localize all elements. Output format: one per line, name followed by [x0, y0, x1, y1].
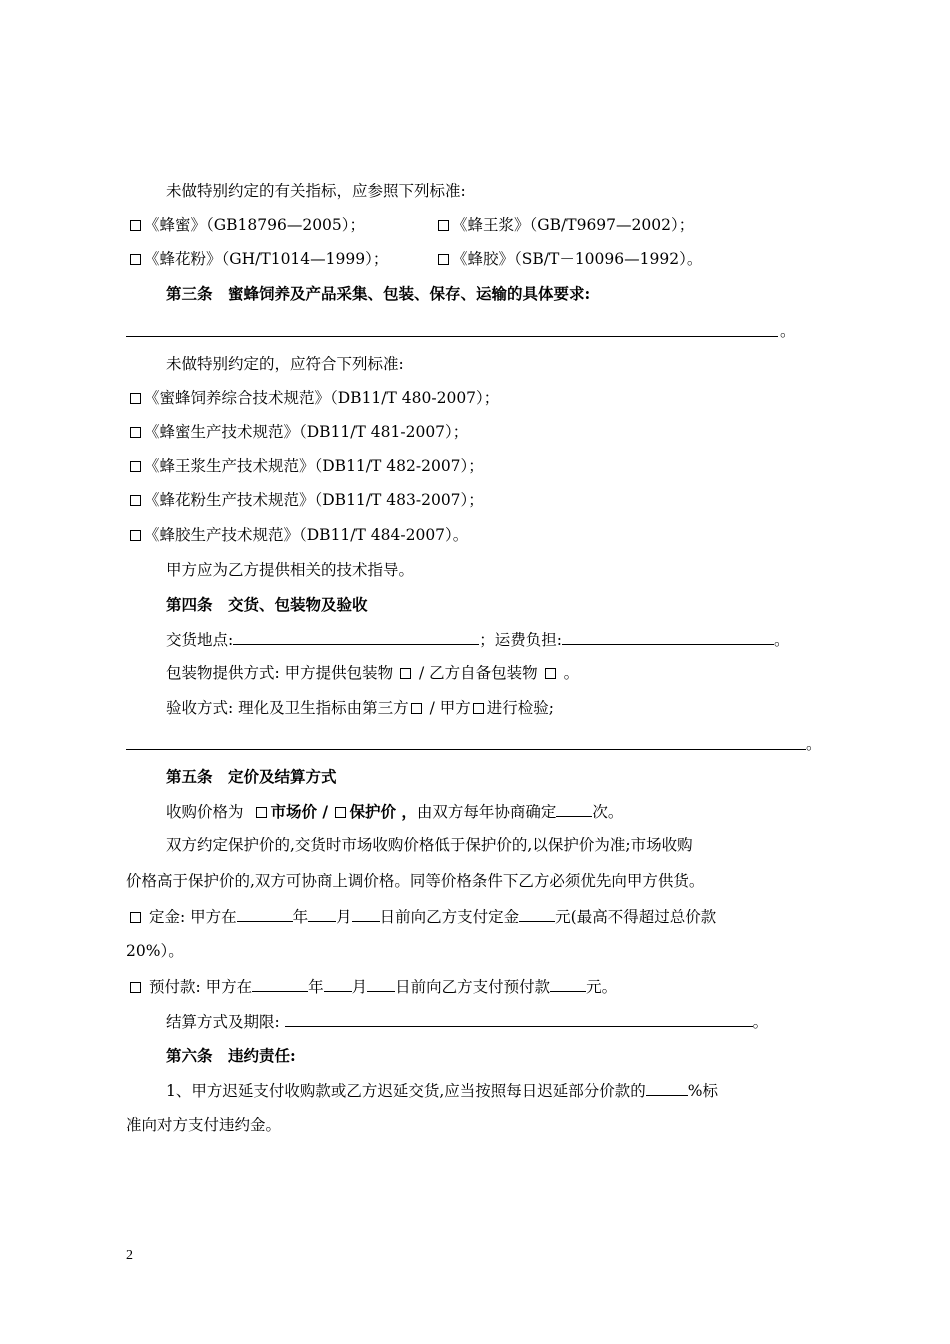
prepay-month-blank[interactable] — [324, 975, 352, 992]
times-blank[interactable] — [556, 800, 592, 817]
checkbox[interactable] — [130, 495, 141, 506]
deposit-year-blank[interactable] — [237, 905, 293, 922]
checkbox[interactable] — [130, 254, 141, 265]
checkbox[interactable] — [130, 220, 141, 231]
settlement-blank[interactable] — [285, 1010, 753, 1027]
article3-end-mark: 。 — [780, 322, 796, 340]
prepay-day-blank[interactable] — [367, 975, 395, 992]
article4-rule-end: 。 — [806, 735, 822, 753]
deposit-month-blank[interactable] — [308, 905, 336, 922]
page-number: 2 — [126, 1248, 133, 1263]
checkbox[interactable] — [256, 807, 267, 818]
checkbox[interactable] — [130, 530, 141, 541]
article5-title: 第五条 定价及结算方式 — [166, 767, 337, 786]
standard-propolis: 《蜂胶》（SB/T－10096—1992）。 — [436, 248, 702, 270]
article3-title: 第三条 蜜蜂饲养及产品采集、包装、保存、运输的具体要求: — [166, 284, 591, 303]
checkbox[interactable] — [130, 461, 141, 472]
checkbox[interactable] — [438, 254, 449, 265]
packaging-line: 包装物提供方式: 甲方提供包装物 / 乙方自备包装物 。 — [166, 664, 580, 682]
standard-royal-jelly: 《蜂王浆》（GB/T9697—2002）； — [436, 214, 694, 236]
checkbox[interactable] — [130, 912, 141, 923]
standards-intro: 未做特别约定的有关指标，应参照下列标准: — [166, 182, 466, 200]
standard-pollen: 《蜂花粉》（GH/T1014—1999）； — [128, 248, 388, 270]
article3-guidance: 甲方应为乙方提供相关的技术指导。 — [166, 561, 415, 579]
checkbox[interactable] — [411, 703, 422, 714]
prepay-year-blank[interactable] — [252, 975, 308, 992]
deposit-day-blank[interactable] — [352, 905, 380, 922]
article3-intro: 未做特别约定的，应符合下列标准: — [166, 355, 404, 373]
prepay-amount-blank[interactable] — [550, 975, 586, 992]
standard-honey: 《蜂蜜》（GB18796—2005）； — [128, 214, 365, 236]
inspection-line: 验收方式: 理化及卫生指标由第三方 / 甲方 进行检验; — [166, 699, 554, 717]
article4-fill-line[interactable] — [126, 749, 806, 750]
checkbox[interactable] — [473, 703, 484, 714]
article3-standard: 《蜂花粉生产技术规范》（DB11/T 483-2007）； — [128, 489, 484, 511]
checkbox[interactable] — [130, 427, 141, 438]
delivery-place-blank[interactable] — [233, 628, 479, 645]
checkbox[interactable] — [130, 393, 141, 404]
article3-standard: 《蜂蜜生产技术规范》（DB11/T 481-2007）； — [128, 421, 468, 443]
checkbox[interactable] — [400, 668, 411, 679]
penalty-line2: 准向对方支付违约金。 — [126, 1116, 282, 1134]
settlement-line: 结算方式及期限: 。 — [166, 1010, 768, 1033]
article3-standard: 《蜂胶生产技术规范》（DB11/T 484-2007）。 — [128, 524, 468, 546]
article3-standard: 《蜂王浆生产技术规范》（DB11/T 482-2007）； — [128, 455, 484, 477]
price-line: 收购价格为 市场价 / 保护价 ，由双方每年协商确定 次。 — [166, 802, 624, 821]
delivery-line: 交货地点: ；运费负担: 。 — [166, 628, 789, 651]
deposit-line-cont: 20%）。 — [126, 942, 184, 960]
deposit-line: 定金: 甲方在 年 月 日前向乙方支付定金 元(最高不得超过总价款 — [128, 905, 716, 928]
freight-blank[interactable] — [562, 628, 774, 645]
deposit-amount-blank[interactable] — [519, 905, 555, 922]
article3-standard: 《蜜蜂饲养综合技术规范》（DB11/T 480-2007）； — [128, 387, 499, 409]
penalty-line1: 1、甲方迟延支付收购款或乙方迟延交货,应当按照每日迟延部分价款的 %标 — [166, 1079, 718, 1102]
checkbox[interactable] — [438, 220, 449, 231]
article6-title: 第六条 违约责任: — [166, 1046, 296, 1065]
article3-fill-line[interactable] — [126, 336, 778, 337]
prepay-line: 预付款: 甲方在 年 月 日前向乙方支付预付款 元。 — [128, 975, 617, 998]
checkbox[interactable] — [130, 982, 141, 993]
checkbox[interactable] — [335, 807, 346, 818]
protect-price-para-line2: 价格高于保护价的,双方可协商上调价格。同等价格条件下乙方必须优先向甲方供货。 — [126, 872, 705, 890]
checkbox[interactable] — [545, 668, 556, 679]
penalty-rate-blank[interactable] — [646, 1079, 688, 1096]
article4-title: 第四条 交货、包装物及验收 — [166, 595, 368, 614]
protect-price-para-line1: 双方约定保护价的,交货时市场收购价格低于保护价的,以保护价为准;市场收购 — [166, 836, 693, 854]
